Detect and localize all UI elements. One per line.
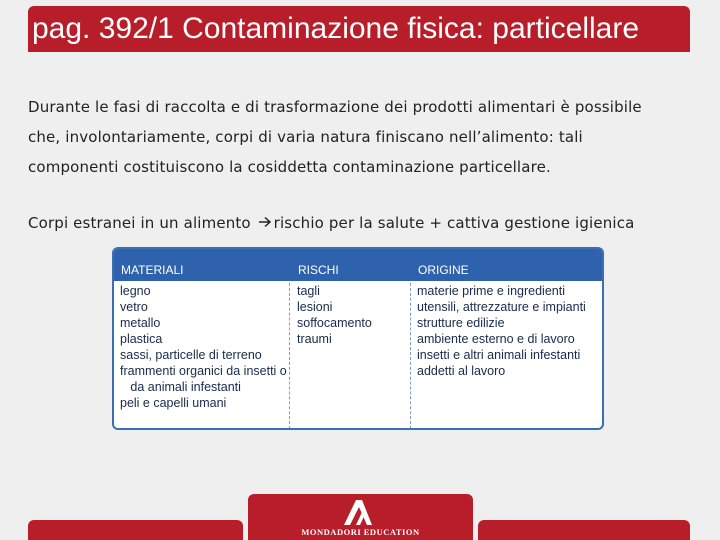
intro-line-3: componenti costituiscono la cosiddetta contaminazione particellare. (28, 158, 551, 176)
materiali-item: da animali infestanti (120, 380, 241, 394)
origine-item: addetti al lavoro (417, 364, 506, 378)
origine-item: strutture edilizie (417, 316, 505, 330)
header-materiali: MATERIALI (121, 263, 184, 277)
origine-item: insetti e altri animali infestanti (417, 348, 581, 362)
summary-cause: Corpi estranei in un alimento (28, 214, 251, 232)
summary-paragraph (28, 208, 698, 238)
intro-paragraph (28, 92, 698, 182)
rischi-item: tagli (297, 284, 320, 298)
title-bar (28, 6, 690, 52)
rischi-item: traumi (297, 332, 332, 346)
contamination-table (112, 247, 604, 430)
materiali-item: sassi, particelle di terreno (120, 348, 262, 362)
mondadori-logo-icon (342, 498, 378, 530)
materiali-item: frammenti organici da insetti o (120, 364, 287, 378)
intro-line-1: Durante le fasi di raccolta e di trasformazione dei prodotti alimentari è possibile (28, 98, 642, 116)
table-header (114, 249, 602, 281)
logo-text: MONDADORI EDUCATION (301, 527, 420, 537)
footer-bar-right (478, 520, 690, 540)
materiali-item: legno (120, 284, 151, 298)
header-rischi: RISCHI (298, 263, 339, 277)
header-origine: ORIGINE (418, 263, 469, 277)
column-divider (410, 283, 411, 429)
materiali-item: peli e capelli umani (120, 396, 227, 410)
origine-item: utensili, attrezzature e impianti (417, 300, 586, 314)
origine-item: materie prime e ingredienti (417, 284, 565, 298)
intro-line-2: che, involontariamente, corpi di varia natura finiscano nell’alimento: tali (28, 128, 583, 146)
summary-line (28, 208, 698, 238)
materiali-item: metallo (120, 316, 161, 330)
origine-column (417, 281, 597, 430)
footer-bar-left (28, 520, 243, 540)
page-title: pag. 392/1 Contaminazione fisica: particellare (32, 12, 640, 45)
right-arrow-icon (258, 208, 272, 238)
footer-logo-panel (248, 494, 473, 540)
rischi-item: soffocamento (297, 316, 372, 330)
rischi-item: lesioni (297, 300, 333, 314)
materiali-column (120, 281, 290, 430)
rischi-column (297, 281, 407, 430)
materiali-item: plastica (120, 332, 163, 346)
summary-effect: rischio per la salute + cattiva gestione igienica (273, 214, 635, 232)
origine-item: ambiente esterno e di lavoro (417, 332, 575, 346)
materiali-item: vetro (120, 300, 148, 314)
